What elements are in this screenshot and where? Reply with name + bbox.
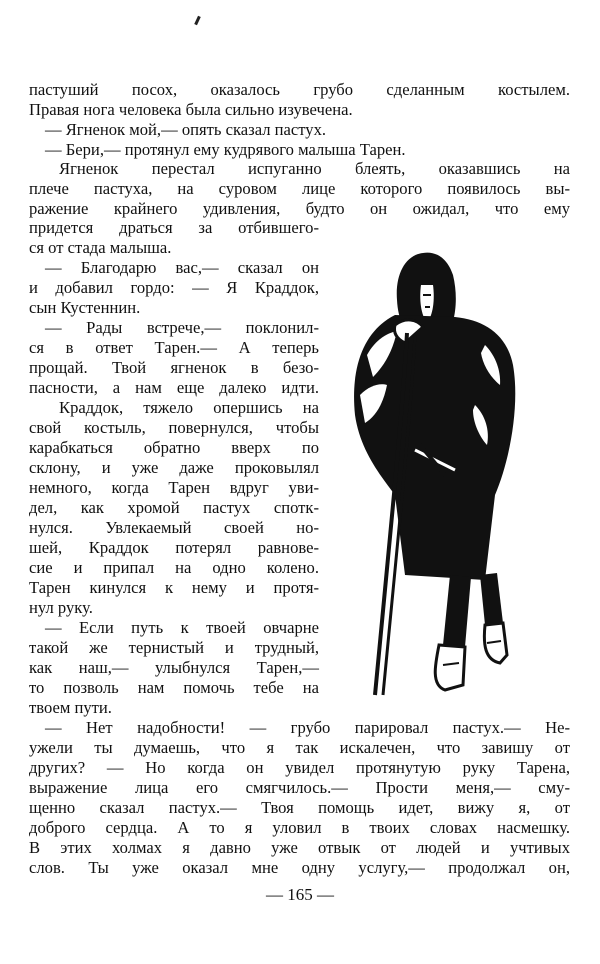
text-line: свой костыль, повернулся, чтобы [29,418,319,437]
text-line: ся от стада малыша. [29,238,172,257]
text-line: то позволь нам помочь тебе на [29,678,319,697]
text-line: как наш,— улыбнулся Тарен,— [29,658,319,677]
text-line: склону, и уже даже проковылял [29,458,319,477]
text-line: пасности, а нам еще далеко идти. [29,378,319,397]
page-number: — 165 — [266,885,334,904]
text-line: нулся. Увлекаемый своей но- [29,518,319,537]
text-line: прощай. Твой ягненок в безо- [29,358,319,377]
text-line: плече пастуха, на суровом лице которого появилось вы- [29,179,570,198]
text-line: других? — Но когда он увидел протянутую руку Тарена, [29,758,570,777]
text-line: и добавил гордо: — Я Краддок, [29,278,319,297]
text-line: ражение крайнего удивления, будто он ожидал, что ему [29,199,570,218]
text-line: сын Кустеннин. [29,298,141,317]
text-line: пастуший посох, оказалось грубо сделанным костылем. [29,80,570,99]
text-line: шей, Краддок потерял равнове- [29,538,319,557]
text-line: выражение лица его смягчилось.— Прости меня,— сму- [29,778,570,797]
text-line: ужели ты думаешь, что я так искалечен, что завишу от [29,738,570,757]
text-line: твоем пути. [29,698,112,717]
text-line: немного, когда Тарен вдруг уви- [29,478,319,497]
text-line: придется драться за отбившего- [29,218,319,237]
text-line: щенно сказал пастух.— Твоя помощь идет, вижу я, от [29,798,570,817]
print-mark [194,16,201,25]
text-line: доброго сердца. А то я уловил в твоих словах насмешку. [29,818,570,837]
text-line: карабкаться обратно вверх по [29,438,319,457]
text-line: — Ягненок мой,— опять сказал пастух. [45,120,327,139]
text-line: — Нет надобности! — грубо парировал пастух.— Не- [45,718,570,737]
text-line: Правая нога человека была сильно изувечена. [29,100,353,119]
text-line: такой же тернистый и трудный, [29,638,319,657]
text-line: дел, как хромой пастух спотк- [29,498,319,517]
text-line: — Благодарю вас,— сказал он [45,258,319,277]
text-line: ся в ответ Тарен.— А теперь [29,338,319,357]
text-line: — Рады встрече,— поклонил- [45,318,319,337]
shepherd-illustration [335,245,540,700]
text-line: Краддок, тяжело опершись на [59,398,319,417]
text-line: Тарен кинулся к нему и протя- [29,578,319,597]
text-line: слов. Ты уже оказал мне одну услугу,— продолжал он, [29,858,570,877]
text-line: — Бери,— протянул ему кудрявого малыша Тарен. [45,140,406,159]
text-line: сие и припал на одно колено. [29,558,319,577]
text-line: Ягненок перестал испуганно блеять, оказавшись на [59,159,570,178]
text-line: В этих холмах я давно уже отвык от людей и учтивых [29,838,570,857]
text-line: нул руку. [29,598,93,617]
text-line: — Если путь к твоей овчарне [45,618,319,637]
